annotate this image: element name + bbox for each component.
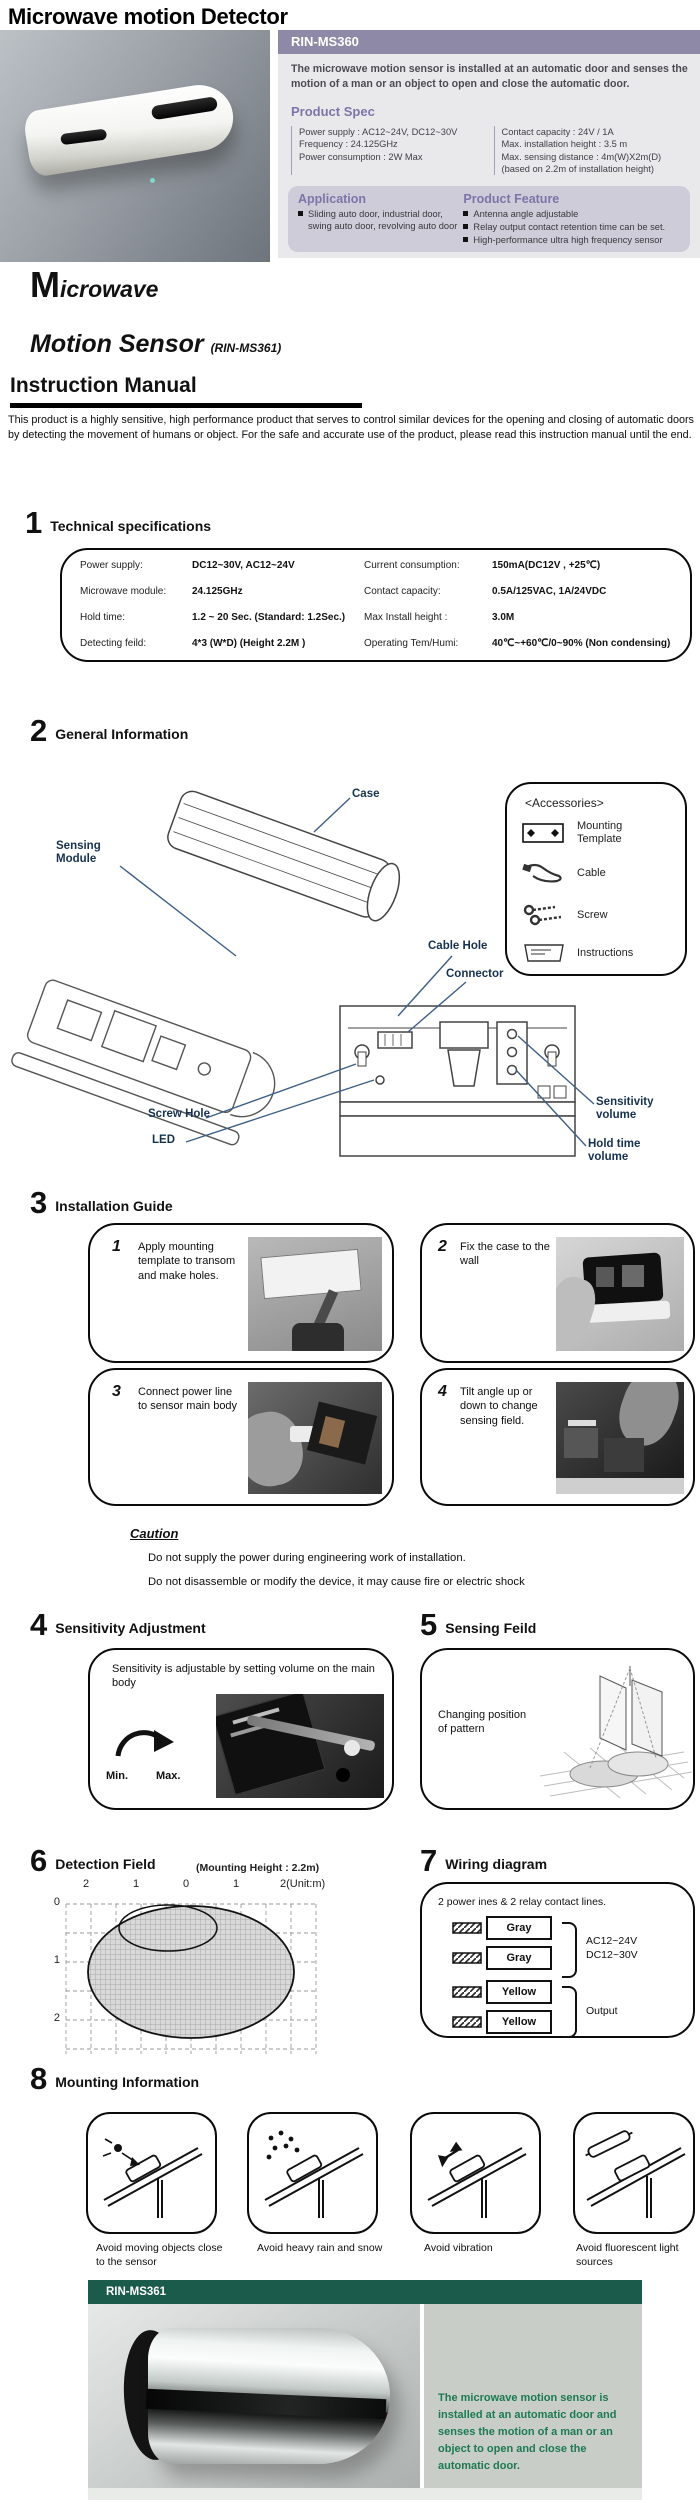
section-title: Technical specifications [50,518,212,535]
manual-title-line2 [30,330,281,359]
bullet-square-icon [463,224,468,229]
output-bracket [562,1986,577,2038]
section-number: 7 [420,1843,438,1878]
product-spec-columns [291,126,691,175]
spec-item: Power supply : AC12~24V, DC12~30V [299,127,458,137]
label-sensitivity-volume: Sensitivity volume [596,1096,654,1122]
wire-stub-icon [452,1922,482,1934]
mounting-info-1 [86,2112,217,2234]
bullet-square-icon [463,237,468,242]
accessory-item [521,862,663,884]
accessories-box [505,782,687,976]
general-information-diagram [0,768,700,1190]
bullet-square-icon [298,211,303,216]
step-photo [248,1382,382,1494]
section-title: General Information [55,726,189,743]
section8-header [30,2061,200,2096]
section2-header [30,713,189,748]
spec-value: 3.0M [492,612,515,623]
spec-value: 40℃~+60℃/0~90% (Non condensing) [492,638,671,649]
x-tick-label: 0 [182,1878,190,1890]
y-tick-label: 0 [53,1896,60,1908]
min-label: Min. [106,1770,128,1782]
spec-label: Detecting feild: [80,638,147,649]
spec-item: Max. sensing distance : 4m(W)X2m(D) [501,151,662,162]
model-name: RIN-MS360 [291,34,359,49]
step-text: Tilt angle up or down to change sensing field. [460,1386,538,1427]
spec-label: Operating Tem/Humi: [364,638,459,649]
spec-label: Microwave module: [80,586,167,597]
spec-label: Contact capacity: [364,586,441,597]
mounting-caption: Avoid vibration [424,2242,493,2254]
sensor-window-icon [60,129,107,146]
tech-spec-row [80,560,674,571]
step-number: 2 [438,1238,447,1255]
spec-item: Contact capacity : 24V / 1A [501,127,614,137]
intro-paragraph: This product is a highly sensitive, high performance product that serves to control similar devices for the opening and closing of automatic doors by detecting the movement of humans or object. For the safe and accurate use of the product, please read this instruction manual until the end. [8,414,694,441]
bottom-description: The microwave motion sensor is installed at an automatic door and senses the motion of a man or an object to open and close the automatic door. [438,2392,617,2473]
section1-header [25,505,212,540]
case-edge-shape [556,1478,684,1494]
install-step-3 [88,1368,394,1506]
label-screw-hole: Screw Hole [148,1108,210,1120]
sensor-image [22,80,238,178]
step-text: Connect power line to sensor main body [138,1386,238,1413]
manual-title-word1: icrowave [60,276,159,302]
avoid-rain-snow-icon [259,2126,369,2221]
sensitivity-photo [216,1694,384,1798]
page-title: Microwave motion Detector [8,4,288,29]
spec-value: 1.2 ~ 20 Sec. (Standard: 1.2Sec.) [192,612,346,623]
wire-stub-icon [452,1952,482,1964]
x-tick-label: 1 [232,1878,240,1890]
accessory-item [521,940,663,966]
accessory-item [521,820,663,845]
avoid-fluorescent-icon [581,2126,691,2221]
model-header-bar [278,30,700,54]
feature-item-text: Relay output contact retention time can be set. [473,222,666,233]
mounting-info-3 [410,2112,541,2234]
install-step-1 [88,1223,394,1363]
bullet-square-icon [463,211,468,216]
spec-label: Current consumption: [364,560,460,571]
section-number: 5 [420,1607,438,1642]
wiring-diagram-box [420,1882,695,2038]
label-cable-hole: Cable Hole [428,940,488,952]
section-number: 4 [30,1607,48,1642]
mounting-info-2 [247,2112,378,2234]
step-photo [556,1237,684,1351]
spec-label: Max Install height : [364,612,448,623]
label-connector: Connector [446,968,504,980]
hand-shape [248,1406,309,1492]
section-title: Mounting Information [55,2074,200,2091]
caution-line: Do not disassemble or modify the device, it may cause fire or electric shock [148,1576,525,1588]
accessory-label: Screw [577,908,608,921]
label-case: Case [352,788,380,800]
accessory-label: Cable [577,866,606,879]
application-feature-box [288,186,690,252]
manual-subtitle: Instruction Manual [10,374,197,397]
feature-item [463,221,680,233]
feature-item-text: High-performance ultra high frequency sensor [473,235,663,246]
x-tick-label: 1 [132,1878,140,1890]
section-number: 8 [30,2061,48,2096]
instructions-icon [521,940,567,966]
detection-field-chart [30,1878,375,2078]
application-item-text: Sliding auto door, industrial door, swing auto door, revolving auto door [308,209,458,232]
section6-header [30,1843,156,1878]
screw-icon [521,902,567,928]
power-voltage-line: DC12~30V [586,1949,638,1962]
wire-label: Gray [486,1916,552,1940]
product-spec-heading: Product Spec [291,104,375,119]
power-group-label [586,1934,638,1962]
install-step-4 [420,1368,695,1506]
caution-line: Do not supply the power during engineering work of installation. [148,1552,466,1564]
section-title: Detection Field [55,1856,156,1873]
sensing-field-diagram [534,1658,692,1804]
wire-row [452,1980,552,2004]
spec-item: (based on 2.2m of installation height) [501,164,654,175]
spec-column-right [494,126,692,175]
subtitle-underline [10,403,362,408]
feature-item-text: Antenna angle adjustable [473,209,579,219]
accessories-heading: <Accessories> [525,796,604,810]
circuit-shape [604,1438,644,1472]
section3-header [30,1185,173,1220]
step-number: 3 [112,1383,121,1400]
sensitivity-text: Sensitivity is adjustable by setting volume on the main body [112,1663,375,1690]
mounting-info-4 [573,2112,695,2234]
bottom-model-bar [88,2280,642,2304]
avoid-moving-objects-icon [98,2126,208,2221]
manual-title-initial: M [30,264,60,305]
x-tick-label: 2 [82,1878,90,1890]
product-description: The microwave motion sensor is installed at an automatic door and senses the motion of a man or an object to open and close the automatic door. [291,63,688,91]
step-number: 4 [438,1383,447,1400]
y-tick-label: 2 [53,2012,60,2024]
volume-screw-shape [344,1740,360,1756]
max-label: Max. [156,1770,181,1782]
section-number: 2 [30,713,48,748]
spec-item: Frequency : 24.125GHz [299,139,398,150]
mounting-caption: Avoid moving objects close to the sensor [96,2242,223,2268]
y-tick-label: 1 [53,1954,60,1966]
section-number: 3 [30,1185,48,1220]
pins-shape [568,1420,596,1426]
sensor-led-icon [150,178,155,183]
spec-value: 24.125GHz [192,586,243,597]
section4-header [30,1607,206,1642]
spec-value: 150mA(DC12V , +25℃) [492,560,601,571]
wire-stub-icon [452,1986,482,1998]
accessory-label: Mounting Template [577,820,623,845]
wire-row [452,2010,552,2034]
x-tick-label: 2(Unit:m) [280,1878,326,1890]
tech-spec-row [80,638,674,649]
sensing-field-box [420,1648,695,1810]
spec-label: Power supply: [80,560,143,571]
manual-title-model: (RIN-MS361) [210,341,282,355]
mounting-caption: Avoid fluorescent light sources [576,2242,679,2268]
section-title: Installation Guide [55,1198,173,1215]
wire-label: Gray [486,1946,552,1970]
wire-stub-icon [452,2016,482,2028]
tech-spec-row [80,612,674,623]
product-photo-ms361 [88,2304,420,2488]
manual-title-line1 [30,264,158,306]
mounting-caption: Avoid heavy rain and snow [257,2242,383,2254]
step-number: 1 [112,1238,121,1255]
step-photo [556,1382,684,1494]
hole-shape [336,1768,350,1782]
bottom-strip [88,2488,642,2500]
product-photo-ms360 [0,30,270,262]
feature-column [463,192,680,246]
label-sensing-module: Sensing Module [56,840,101,866]
spec-item: Power consumption : 2W Max [299,151,423,162]
spec-value: 0.5A/125VAC, 1A/24VDC [492,586,607,597]
application-heading: Application [298,192,367,206]
spec-item: Max. installation height : 3.5 m [501,139,628,150]
spec-label: Hold time: [80,612,126,623]
sensing-field-text: Changing position of pattern [438,1709,527,1736]
spec-column-left [291,126,494,175]
feature-item [463,234,680,246]
drill-body-shape [292,1323,344,1351]
install-step-2 [420,1223,695,1363]
accessory-label: Instructions [577,946,634,959]
caution-heading: Caution [130,1526,179,1541]
section-number: 6 [30,1843,48,1878]
section-title: Wiring diagram [445,1856,548,1873]
accessory-item [521,902,663,928]
application-column [298,192,463,246]
step-text: Apply mounting template to transom and make holes. [138,1241,236,1282]
mounting-template-shape [260,1249,361,1299]
step-photo [248,1237,382,1351]
section-title: Sensitivity Adjustment [55,1620,206,1637]
feature-heading: Product Feature [463,192,560,206]
spec-value: DC12~30V, AC12~24V [192,560,295,571]
section7-header [420,1843,548,1878]
section-number: 1 [25,505,43,540]
avoid-vibration-icon [422,2126,532,2221]
tech-spec-row [80,586,674,597]
manual-title-word2: Motion Sensor [30,330,204,358]
output-group-label: Output [586,2005,618,2017]
application-item [298,208,463,232]
label-hold-time-volume: Hold time volume [588,1138,641,1164]
label-led: LED [152,1134,175,1146]
spec-value: 4*3 (W*D) (Height 2.2M ) [192,638,306,649]
section6-subtitle: (Mounting Height : 2.2m) [196,1862,320,1874]
cable-icon [521,862,567,884]
feature-item [463,208,680,220]
power-bracket [562,1922,577,1978]
wire-row [452,1946,552,1970]
device-detail-shape [596,1267,614,1287]
product-info-panel [278,30,700,258]
section5-header [420,1607,537,1642]
step-text: Fix the case to the wall [460,1241,550,1268]
circuit-shape [564,1428,598,1458]
power-voltage-line: AC12~24V [586,1935,638,1947]
wire-row [452,1916,552,1940]
rotate-arrow-icon [108,1712,184,1764]
bottom-model-name: RIN-MS361 [106,2286,167,2298]
detection-field-plot [30,1894,375,2074]
sensitivity-adjustment-box [88,1648,394,1810]
device-detail-shape [622,1265,644,1287]
mounting-template-icon [521,821,567,845]
sensor-window-icon [151,96,218,120]
section-title: Sensing Feild [445,1620,537,1637]
bottom-text-panel [424,2304,642,2488]
wire-label: Yellow [486,2010,552,2034]
wire-label: Yellow [486,1980,552,2004]
wiring-note: 2 power ines & 2 relay contact lines. [438,1896,607,1908]
